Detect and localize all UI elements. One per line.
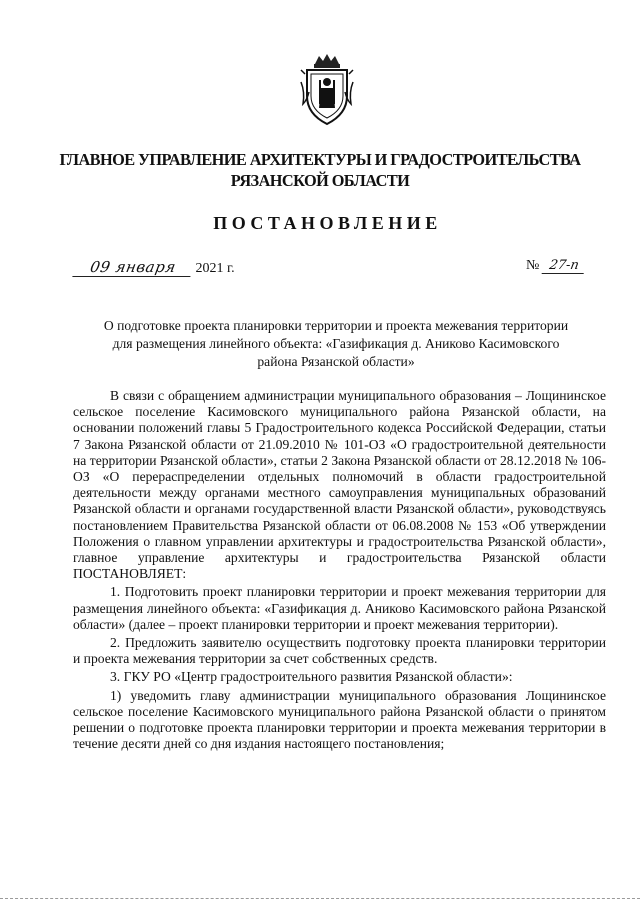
number-sign: № [526,258,540,273]
document-type-title: ПОСТАНОВЛЕНИЕ [213,213,442,233]
coat-of-arms-emblem [297,52,357,128]
clause-3-subitem-1: 1) уведомить главу администрации муниципального образования Лощининское сельское поселение Касимовского муниципального района Рязанской области о принятом решении о подготовке проекта планировки территории и проекта межевания территории в течение десяти дней со дня издания настоящего постановления; [73,687,606,752]
organization-name-line1: ГЛАВНОЕ УПРАВЛЕНИЕ АРХИТЕКТУРЫ И ГРАДОСТРОИТЕЛЬСТВА [59,150,581,169]
clause-2: 2. Предложить заявителю осуществить подготовку проекта планировки территории и проекта межевания территории за счет собственных средств. [73,635,606,667]
handwritten-number: 27-п [541,258,586,274]
preamble-paragraph: В связи с обращением администрации муниципального образования – Лощининское сельское поселение Касимовского муниципального района Рязанской области, на основании положений главы 5 Градостроительного кодекса Российской Федерации, статьи 7 Закона Рязанской области от 21.09.2010 № 101-ОЗ «О градостроительной деятельности на территории Рязанской области», статьи 2 Закона Рязанской области от 28.12.2018 № 106-ОЗ «О перераспределении отдельных полномочий в области градостроительной деятельности между органами местного самоуправления муниципальных образований Рязанской области и органами государственной власти Рязанской области», руководствуясь постановлением Правительства Рязанской области от 06.08.2008 № 153 «Об утверждении Положения о главном управлении архитектуры и градостроительства Рязанской области», главное управление архитектуры и градостроительства Рязанской области ПОСТАНОВЛЯЕТ: [73,388,606,582]
date-year: 2021 г. [195,261,235,276]
document-subject: О подготовке проекта планировки территории и проекта межевания территории для размещения линейного объекта: «Газификация д. Аниково Касимовского района Рязанской области» [103,318,569,369]
clause-3: 3. ГКУ РО «Центр градостроительного развития Рязанской области»: [110,669,513,685]
document-number [526,258,585,274]
scan-edge-line [0,898,640,899]
clause-1: 1. Подготовить проект планировки территории и проект межевания территории для размещения линейного объекта: «Газификация д. Аниково Касимовского района Рязанской области» (далее – проект планировки территории и проект межевания территории). [73,584,606,632]
document-body [73,388,606,752]
handwritten-date: 09 января [72,258,193,277]
document-date [74,258,235,277]
organization-name-line2: РЯЗАНСКОЙ ОБЛАСТИ [230,171,410,190]
